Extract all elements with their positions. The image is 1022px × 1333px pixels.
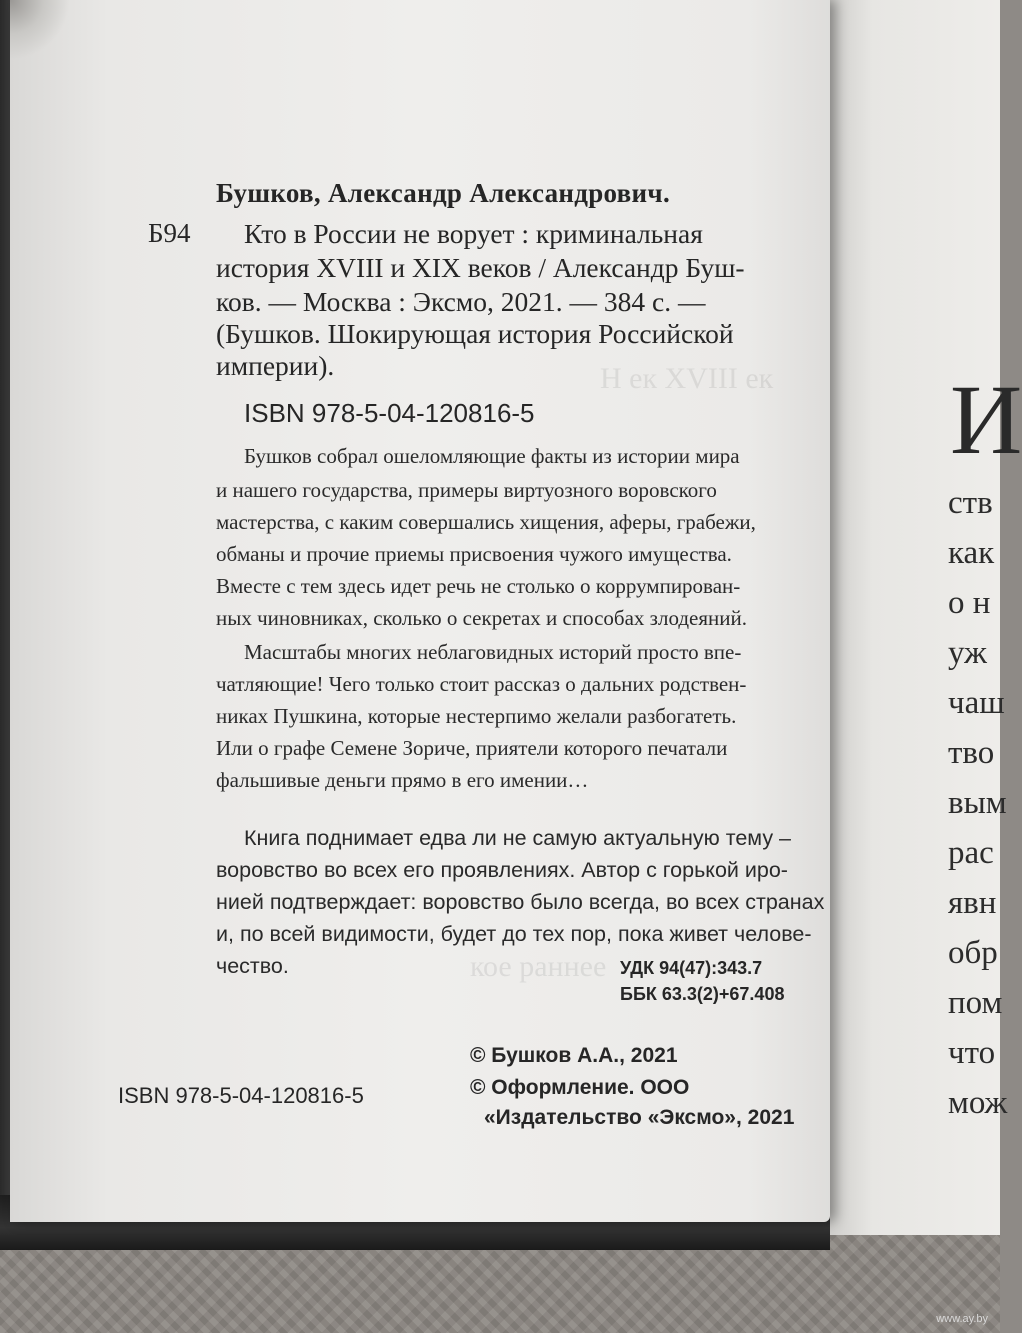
annotation-line: Или о графе Семене Зориче, приятели которого печатали <box>216 736 728 760</box>
facing-page-fragment: явн <box>948 885 997 921</box>
isbn-bottom: ISBN 978-5-04-120816-5 <box>118 1083 364 1108</box>
paragraph-line: чество. <box>216 954 289 978</box>
paragraph-line: и, по всей видимости, будет до тех пор, пока живет челове- <box>216 922 812 946</box>
annotation-line: никах Пушкина, которые нестерпимо желали разбогатеть. <box>216 704 737 728</box>
annotation-line: Бушков собрал ошеломляющие факты из истории мира <box>244 444 740 468</box>
show-through-text: Н ек XVIII ек <box>600 362 774 395</box>
copyright-author: © Бушков А.А., 2021 <box>470 1044 678 1067</box>
annotation-line: Вместе с тем здесь идет речь не столько о коррумпирован- <box>216 574 741 598</box>
author-heading: Бушков, Александр Александрович. <box>216 178 670 208</box>
annotation-line: мастерства, с каким совершались хищения, аферы, грабежи, <box>216 510 756 534</box>
facing-page-fragment: пом <box>948 985 1003 1021</box>
bibliographic-line: Кто в России не ворует : криминальная <box>244 218 703 249</box>
facing-page-fragment: о н <box>948 585 991 621</box>
bibliographic-line: империи). <box>216 350 335 381</box>
facing-page-drop-cap: И <box>950 364 1022 475</box>
paragraph-line: нией подтверждает: воровство было всегда, во всех странах <box>216 890 825 914</box>
annotation-line: чатляющие! Чего только стоит рассказ о дальних родствен- <box>216 672 747 696</box>
page-shadow-corner <box>10 0 70 60</box>
facing-page-fragment: тво <box>948 735 995 771</box>
facing-page-fragment: чаш <box>948 685 1005 721</box>
site-watermark: www.ay.by <box>936 1313 988 1325</box>
bbk-code: ББК 63.3(2)+67.408 <box>620 984 785 1004</box>
facing-page-fragment: рас <box>948 835 994 871</box>
annotation-line: Масштабы многих неблаговидных историй просто впе- <box>244 640 742 664</box>
facing-page-fragment: ств <box>948 485 993 521</box>
facing-page-fragment: обр <box>948 935 998 971</box>
udk-code: УДК 94(47):343.7 <box>620 958 763 978</box>
facing-page-fragment: уж <box>948 635 987 671</box>
classification-code: Б94 <box>148 218 191 248</box>
bibliographic-line: ков. — Москва : Эксмо, 2021. — 384 с. — <box>216 286 706 317</box>
copyright-design: © Оформление. ООО <box>470 1076 690 1099</box>
facing-page-fragment: как <box>948 535 995 571</box>
paragraph-line: воровство во всех его проявлениях. Автор с горькой иро- <box>216 858 788 882</box>
paragraph-line: Книга поднимает едва ли не самую актуальную тему – <box>244 826 792 850</box>
facing-page-fragment: вым <box>948 785 1007 821</box>
isbn-top: ISBN 978-5-04-120816-5 <box>244 398 535 428</box>
show-through-text: кое раннее <box>470 950 607 983</box>
copyright-publisher: «Издательство «Эксмо», 2021 <box>484 1106 795 1129</box>
annotation-line: обманы и прочие приемы присвоения чужого имущества. <box>216 542 732 566</box>
annotation-line: фальшивые деньги прямо в его имении… <box>216 768 589 792</box>
facing-page-fragment: мож <box>948 1085 1008 1121</box>
bibliographic-line: история XVIII и XIX веков / Александр Буш- <box>216 252 745 283</box>
annotation-line: ных чиновниках, сколько о секретах и способах злодеяний. <box>216 606 747 630</box>
bibliographic-line: (Бушков. Шокирующая история Российской <box>216 318 734 349</box>
facing-page-fragment: что <box>948 1035 996 1071</box>
annotation-line: и нашего государства, примеры виртуозного воровского <box>216 478 717 502</box>
